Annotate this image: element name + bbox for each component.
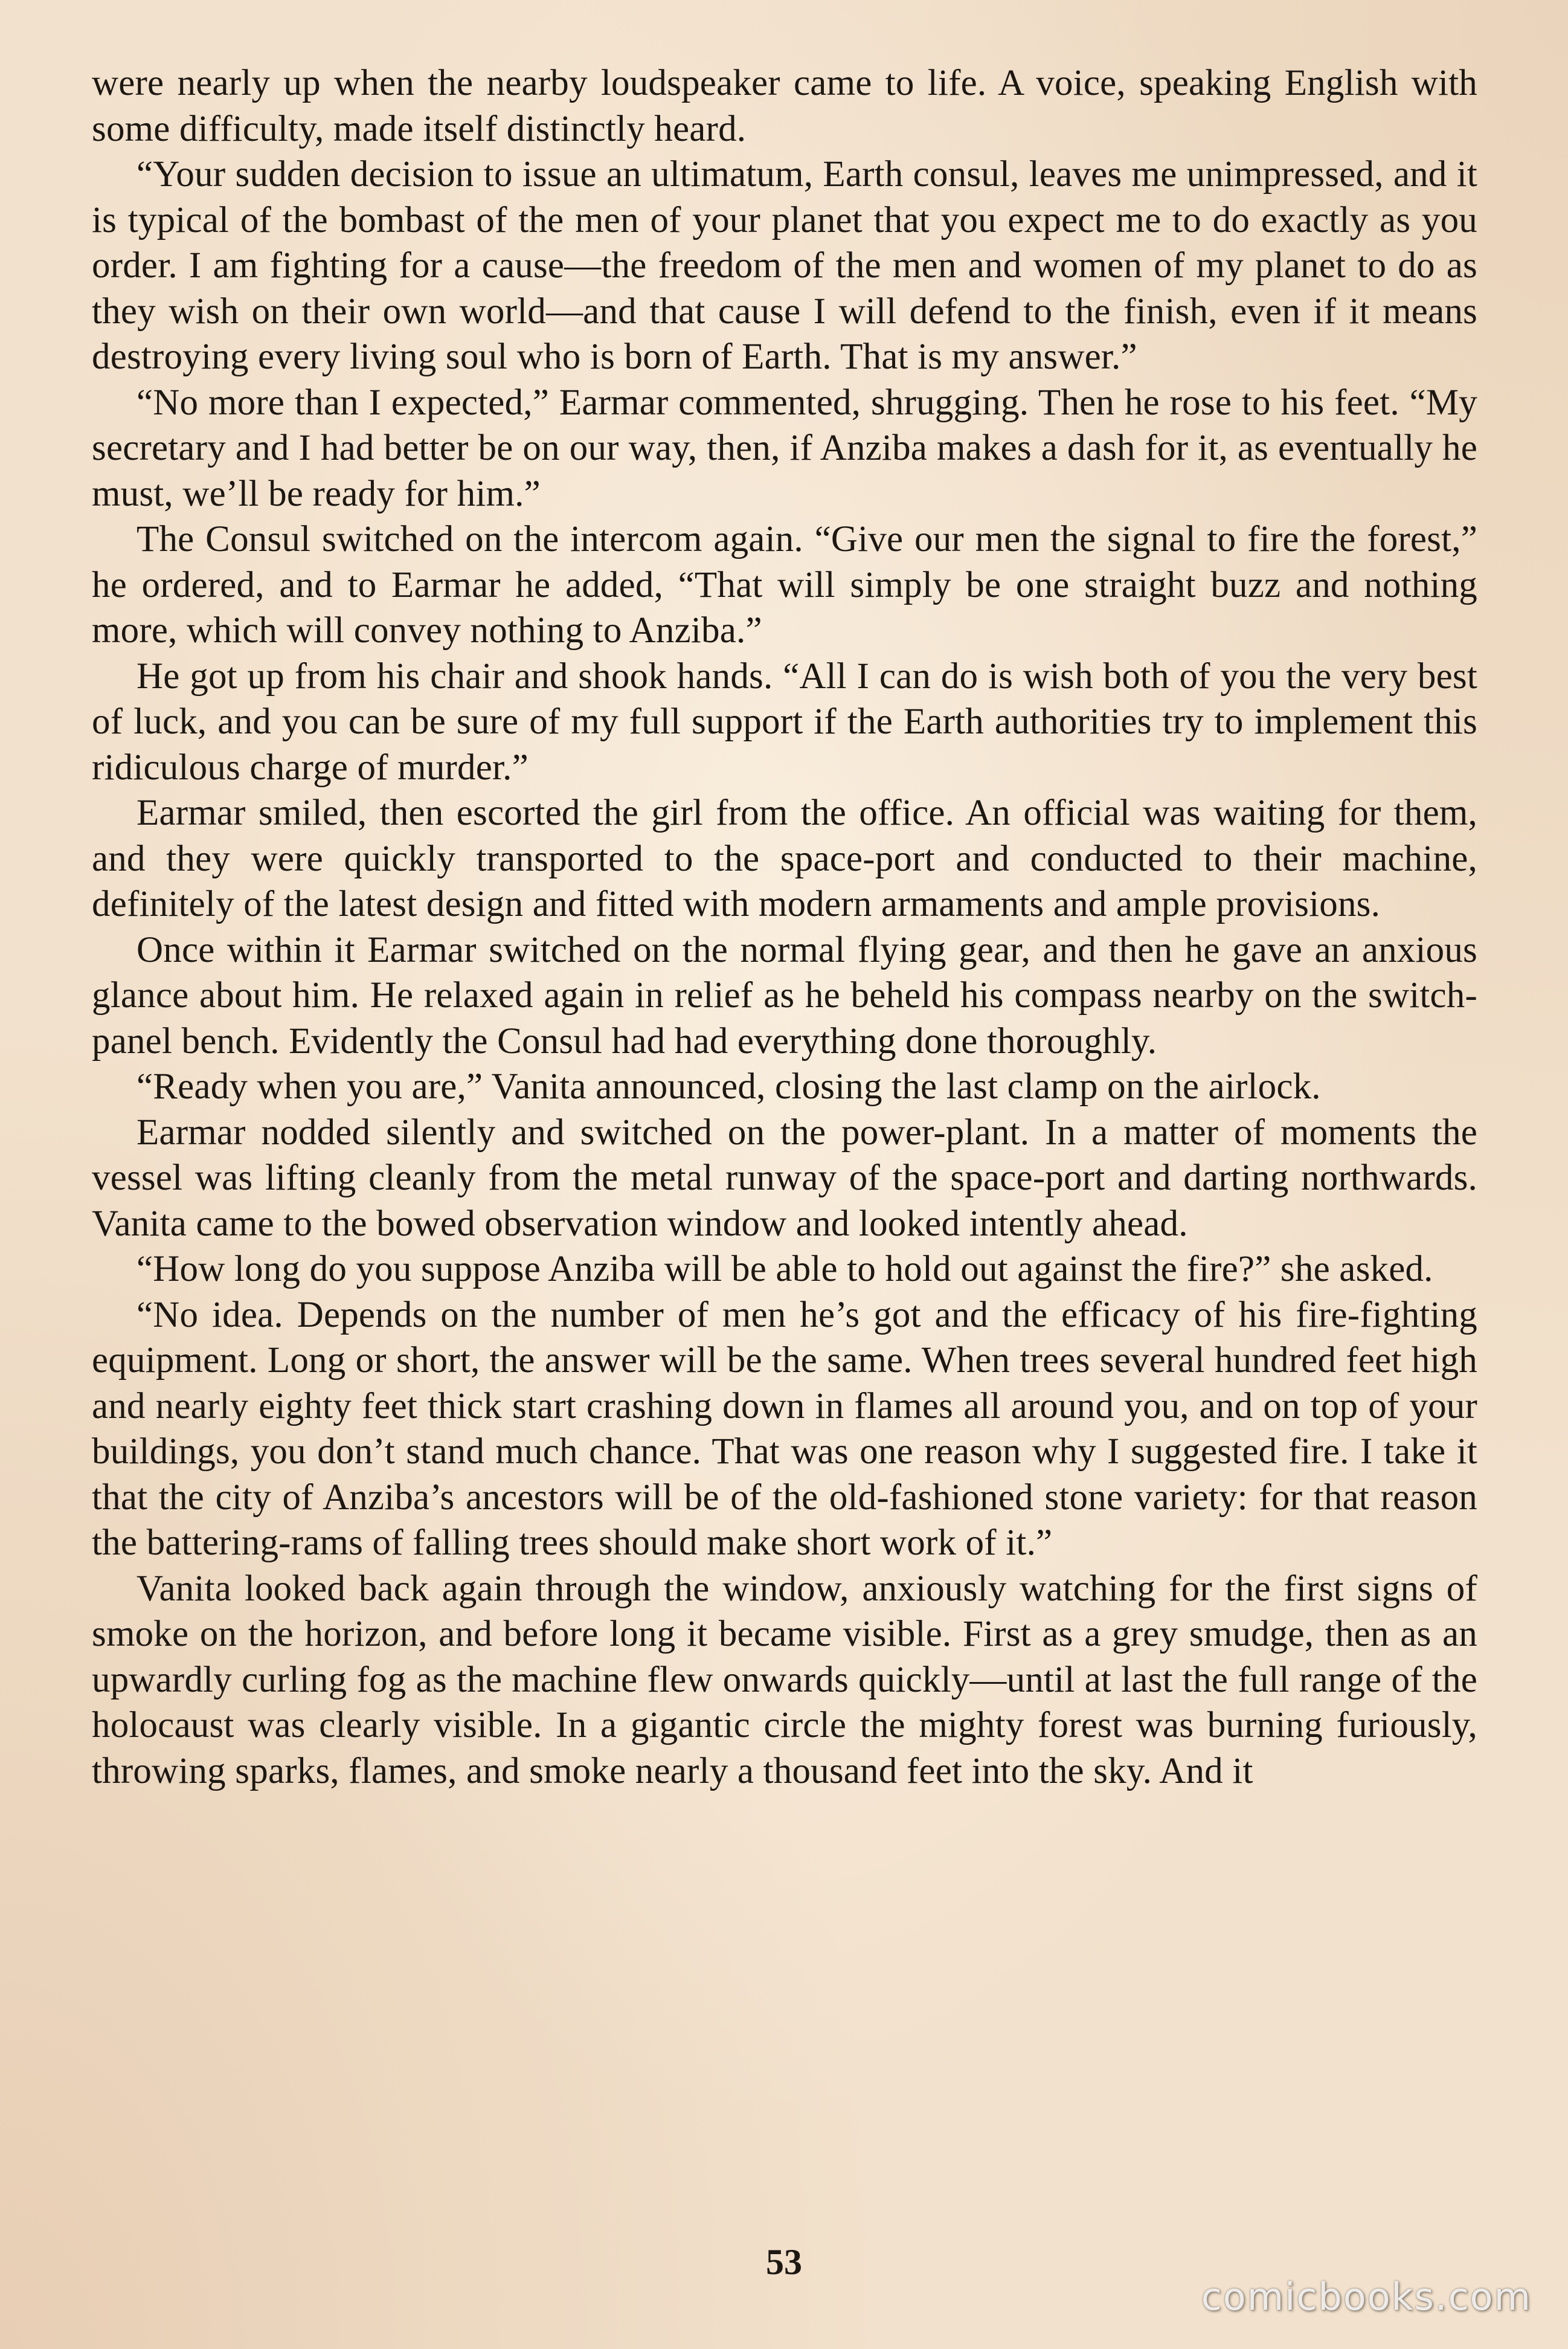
paragraph: Earmar nodded silently and switched on the power-plant. In a matter of moments the vessel was lifting cleanly from the metal runway of the space-port and darting northwards. Vanita came to the bowed observation window and looked intently ahead. [92,1112,1477,1244]
paragraph: The Consul switched on the intercom again. “Give our men the signal to fire the forest,” he ordered, and to Earmar he added, “That will simply be one straight buzz and nothing more, which will convey nothing to Anziba.” [92,519,1477,651]
paragraph: Earmar smiled, then escorted the girl from the office. An official was waiting for them, and they were quickly transported to the space-port and conducted to their machine, definitely of the latest design and fitted with modern armaments and ample provisions. [92,793,1477,924]
paragraph: “Your sudden decision to issue an ultimatum, Earth consul, leaves me unimpressed, and it is typical of the bombast of the men of your planet that you expect me to do exactly as you order. I am fighting for a cause—the freedom of the men and women of my planet to do as they wish on their own world—and that cause I will defend to the finish, even if it means destroying every living soul who is born of Earth. That is my answer.” [92,154,1477,377]
page-number: 53 [766,2242,802,2282]
paragraph: “Ready when you are,” Vanita announced, closing the last clamp on the airlock. [137,1066,1321,1107]
paragraph: “No more than I expected,” Earmar commented, shrugging. Then he rose to his feet. “My secretary and I had better be on our way, then, if Anziba makes a dash for it, as eventually he must, we’ll be ready for him.” [92,382,1477,514]
paragraph: were nearly up when the nearby loudspeaker came to life. A voice, speaking English with some difficulty, made itself distinctly heard. [92,63,1477,149]
paragraph: Once within it Earmar switched on the normal flying gear, and then he gave an anxious glance about him. He relaxed again in relief as he beheld his compass nearby on the switch-panel bench. Evidently the Consul had had everything done thoroughly. [92,929,1477,1062]
paragraph: “No idea. Depends on the number of men he’s got and the efficacy of his fire-fighting equipment. Long or short, the answer will be the same. When trees several hundred feet high and nearly eighty feet thick start crashing down in flames all around you, and on top of your buildings, you don’t stand much chance. That was one reason why I suggested fire. I take it that the city of Anziba’s ancestors will be of the old-fashioned stone variety: for that reason the battering-rams of falling trees should make short work of it.” [92,1294,1477,1563]
paragraph: He got up from his chair and shook hands. “All I can do is wish both of you the very best of luck, and you can be sure of my full support if the Earth authorities try to implement this ridiculous charge of murder.” [92,656,1477,788]
watermark: comicbooks.com [1201,2275,1532,2319]
paragraph: “How long do you suppose Anziba will be able to hold out against the fire?” she asked. [137,1249,1433,1289]
paragraph: Vanita looked back again through the window, anxiously watching for the first signs of smoke on the horizon, and before long it became visible. First as a grey smudge, then as an upwardly curling fog as the machine flew onwards quickly—until at last the full range of the holocaust was clearly visible. In a gigantic circle the mighty forest was burning furiously, throwing sparks, flames, and smoke nearly a thousand feet into the sky. And it [92,1568,1477,1791]
body-text [92,60,1477,1794]
